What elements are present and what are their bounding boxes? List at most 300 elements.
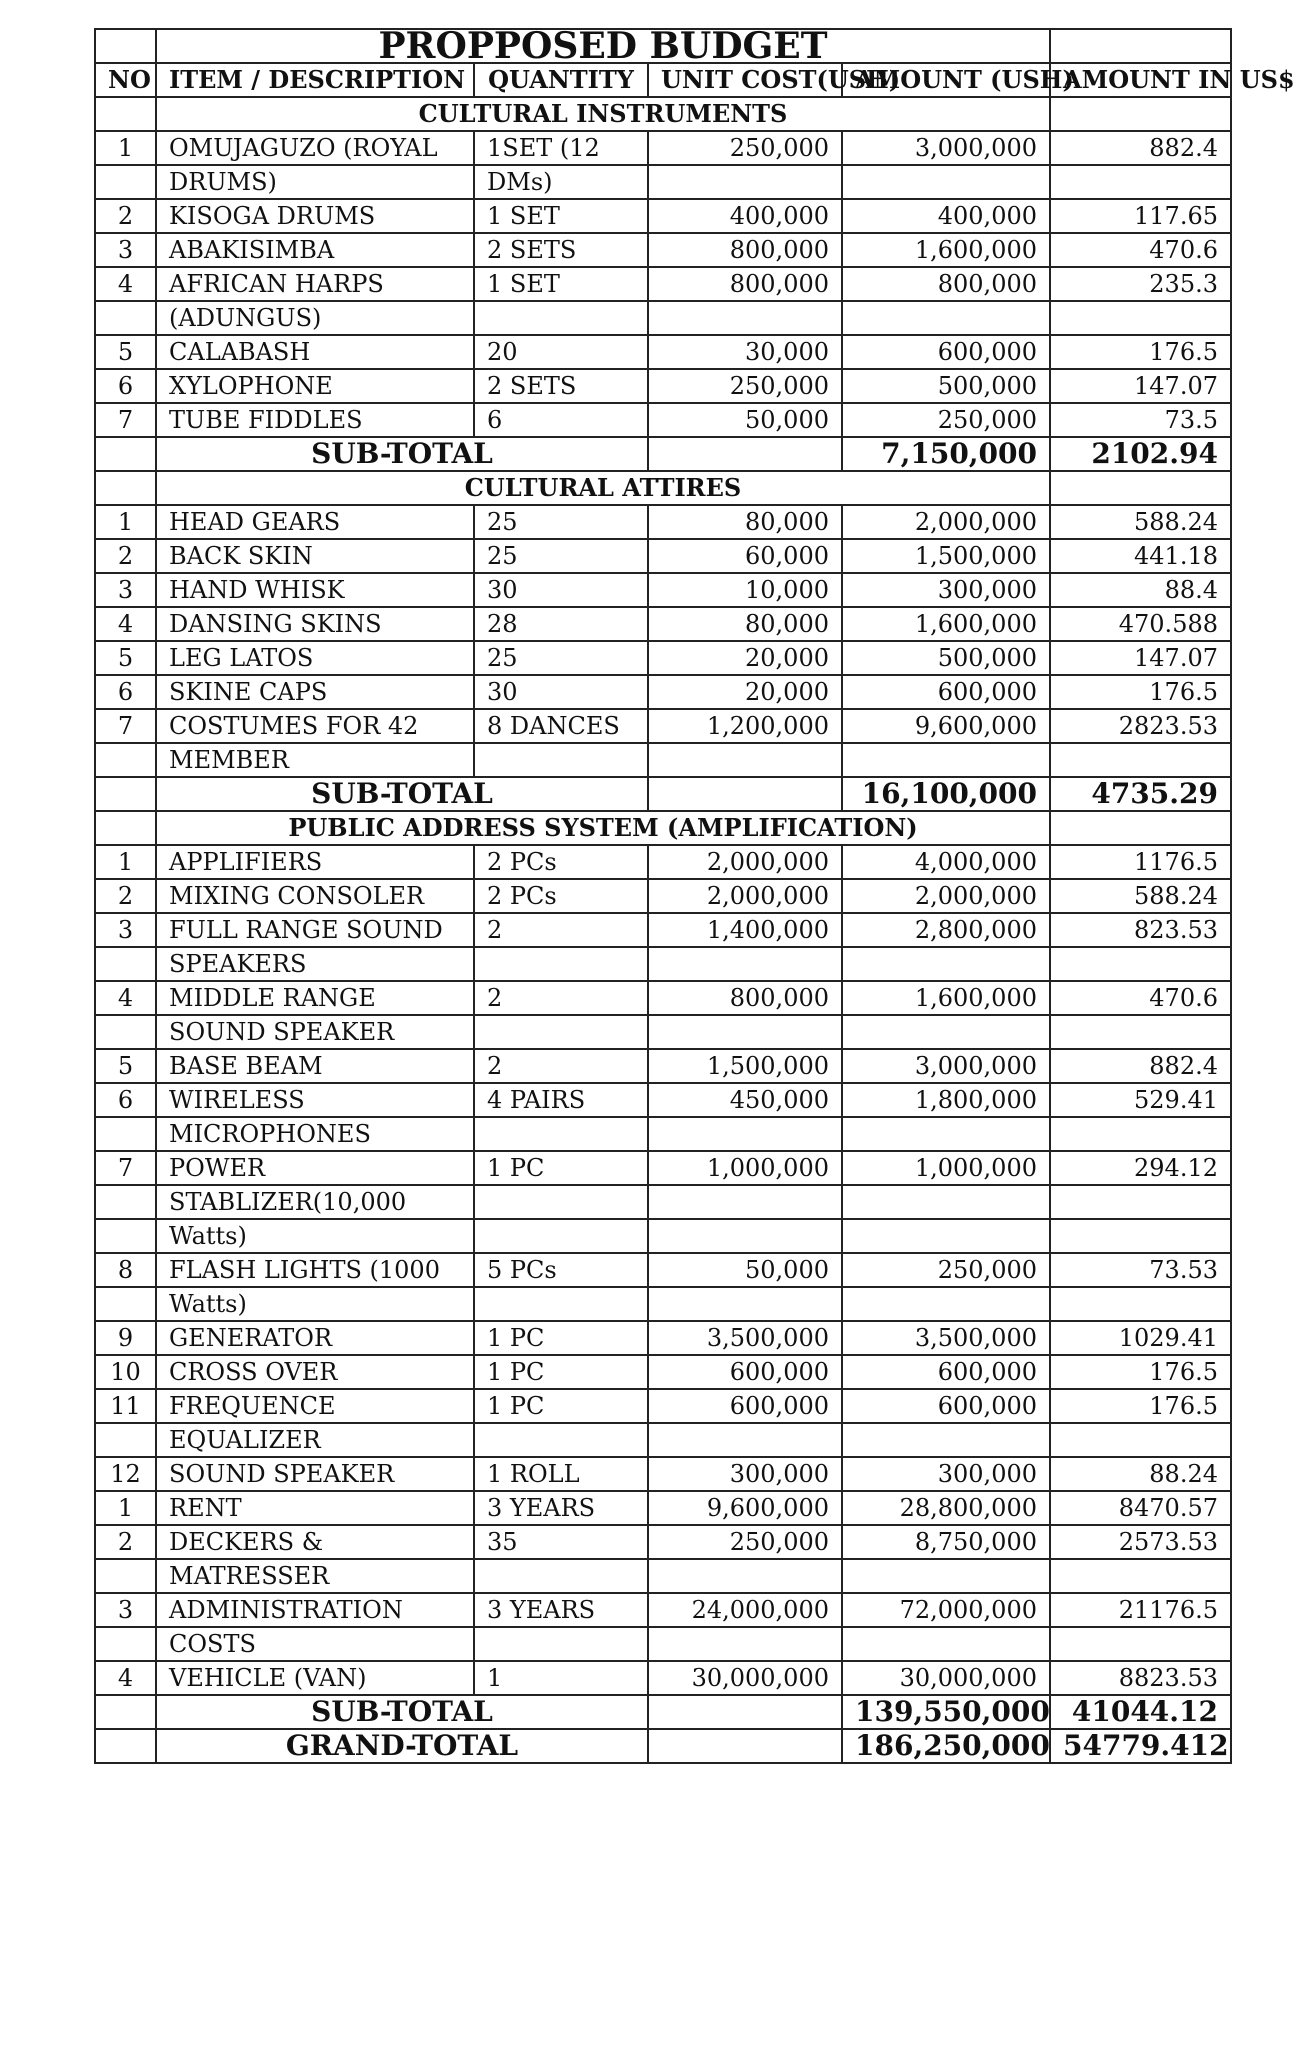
subtotal-blank [95, 777, 156, 811]
amount-usd-cell: 8470.57 [1050, 1491, 1231, 1525]
row-number: 1 [95, 505, 156, 539]
table-row [95, 1117, 1231, 1151]
amount-ush-cell: 2,800,000 [842, 913, 1050, 947]
item-description: Watts) [156, 1287, 474, 1321]
row-number: 3 [95, 233, 156, 267]
amount-ush-cell [842, 1015, 1050, 1049]
row-number: 4 [95, 1661, 156, 1695]
grand-total-blank [95, 1729, 156, 1763]
amount-ush-cell: 1,000,000 [842, 1151, 1050, 1185]
item-description: KISOGA DRUMS [156, 199, 474, 233]
section-blank-cell [1050, 811, 1231, 845]
row-number: 1 [95, 131, 156, 165]
table-row [95, 403, 1231, 437]
amount-usd-cell: 1029.41 [1050, 1321, 1231, 1355]
quantity-cell: 20 [474, 335, 648, 369]
amount-ush-cell: 300,000 [842, 573, 1050, 607]
amount-usd-cell [1050, 947, 1231, 981]
section-blank-cell [1050, 471, 1231, 505]
amount-ush-cell: 3,000,000 [842, 1049, 1050, 1083]
amount-ush-cell: 1,600,000 [842, 981, 1050, 1015]
section-blank-cell [95, 97, 156, 131]
item-description: BACK SKIN [156, 539, 474, 573]
amount-usd-cell [1050, 1423, 1231, 1457]
row-number [95, 1219, 156, 1253]
quantity-cell: 8 DANCES [474, 709, 648, 743]
amount-ush-cell: 600,000 [842, 1389, 1050, 1423]
amount-ush-cell: 28,800,000 [842, 1491, 1050, 1525]
item-description: GENERATOR [156, 1321, 474, 1355]
subtotal-usd: 41044.12 [1050, 1695, 1231, 1729]
quantity-cell: 30 [474, 573, 648, 607]
amount-usd-cell: 88.4 [1050, 573, 1231, 607]
row-number: 4 [95, 981, 156, 1015]
item-description: MEMBER [156, 743, 474, 777]
amount-ush-cell [842, 1627, 1050, 1661]
amount-usd-cell: 147.07 [1050, 369, 1231, 403]
unit-cost-cell: 20,000 [648, 675, 842, 709]
unit-cost-cell: 80,000 [648, 505, 842, 539]
unit-cost-cell [648, 1219, 842, 1253]
item-description: DECKERS & [156, 1525, 474, 1559]
amount-usd-cell [1050, 743, 1231, 777]
item-description: HEAD GEARS [156, 505, 474, 539]
amount-ush-cell: 2,000,000 [842, 505, 1050, 539]
amount-usd-cell: 235.3 [1050, 267, 1231, 301]
amount-ush-cell [842, 165, 1050, 199]
table-row [95, 607, 1231, 641]
amount-ush-cell [842, 1185, 1050, 1219]
amount-ush-cell [842, 301, 1050, 335]
unit-cost-cell [648, 1185, 842, 1219]
amount-usd-cell: 470.588 [1050, 607, 1231, 641]
item-description: (ADUNGUS) [156, 301, 474, 335]
amount-usd-cell: 8823.53 [1050, 1661, 1231, 1695]
table-row [95, 913, 1231, 947]
quantity-cell: 25 [474, 505, 648, 539]
table-row [95, 709, 1231, 743]
quantity-cell: 25 [474, 539, 648, 573]
quantity-cell: 2 PCs [474, 879, 648, 913]
row-number: 2 [95, 1525, 156, 1559]
row-number: 5 [95, 641, 156, 675]
unit-cost-cell: 250,000 [648, 369, 842, 403]
item-description: SPEAKERS [156, 947, 474, 981]
item-description: APPLIFIERS [156, 845, 474, 879]
amount-usd-cell: 2823.53 [1050, 709, 1231, 743]
amount-usd-cell: 882.4 [1050, 131, 1231, 165]
item-description: EQUALIZER [156, 1423, 474, 1457]
table-row [95, 1287, 1231, 1321]
amount-usd-cell [1050, 1185, 1231, 1219]
amount-usd-cell [1050, 1219, 1231, 1253]
amount-usd-cell [1050, 1559, 1231, 1593]
grand-total-blank [648, 1729, 842, 1763]
item-description: MIXING CONSOLER [156, 879, 474, 913]
unit-cost-cell: 1,200,000 [648, 709, 842, 743]
item-description: WIRELESS [156, 1083, 474, 1117]
quantity-cell: 1 PC [474, 1389, 648, 1423]
amount-ush-cell: 2,000,000 [842, 879, 1050, 913]
section-title: PUBLIC ADDRESS SYSTEM (AMPLIFICATION) [156, 811, 1050, 845]
quantity-cell: 3 YEARS [474, 1491, 648, 1525]
amount-usd-cell [1050, 1287, 1231, 1321]
quantity-cell: 6 [474, 403, 648, 437]
amount-usd-cell: 470.6 [1050, 233, 1231, 267]
quantity-cell: 35 [474, 1525, 648, 1559]
amount-ush-cell: 250,000 [842, 1253, 1050, 1287]
item-description: CALABASH [156, 335, 474, 369]
unit-cost-cell: 20,000 [648, 641, 842, 675]
subtotal-row [95, 437, 1231, 471]
section-title-row [95, 811, 1231, 845]
section-title: CULTURAL ATTIRES [156, 471, 1050, 505]
unit-cost-cell [648, 1423, 842, 1457]
amount-ush-cell: 1,800,000 [842, 1083, 1050, 1117]
item-description: STABLIZER(10,000 [156, 1185, 474, 1219]
row-number: 6 [95, 675, 156, 709]
item-description: ABAKISIMBA [156, 233, 474, 267]
amount-ush-cell: 250,000 [842, 403, 1050, 437]
item-description: FLASH LIGHTS (1000 [156, 1253, 474, 1287]
item-description: DRUMS) [156, 165, 474, 199]
amount-usd-cell [1050, 1015, 1231, 1049]
unit-cost-cell: 800,000 [648, 981, 842, 1015]
table-row [95, 1491, 1231, 1525]
header-no: NO [95, 63, 156, 97]
item-description: AFRICAN HARPS [156, 267, 474, 301]
quantity-cell: 1 ROLL [474, 1457, 648, 1491]
unit-cost-cell: 1,400,000 [648, 913, 842, 947]
table-row [95, 947, 1231, 981]
subtotal-blank [648, 437, 842, 471]
table-row [95, 1253, 1231, 1287]
amount-ush-cell: 1,600,000 [842, 233, 1050, 267]
row-number: 4 [95, 267, 156, 301]
quantity-cell [474, 301, 648, 335]
unit-cost-cell: 600,000 [648, 1355, 842, 1389]
quantity-cell: 28 [474, 607, 648, 641]
row-number [95, 165, 156, 199]
unit-cost-cell [648, 743, 842, 777]
quantity-cell [474, 1627, 648, 1661]
table-row [95, 1627, 1231, 1661]
quantity-cell: 30 [474, 675, 648, 709]
amount-usd-cell: 588.24 [1050, 505, 1231, 539]
quantity-cell [474, 1287, 648, 1321]
quantity-cell [474, 1219, 648, 1253]
row-number: 10 [95, 1355, 156, 1389]
amount-ush-cell: 600,000 [842, 1355, 1050, 1389]
item-description: Watts) [156, 1219, 474, 1253]
amount-ush-cell [842, 1423, 1050, 1457]
table-row [95, 267, 1231, 301]
table-row [95, 1457, 1231, 1491]
unit-cost-cell: 2,000,000 [648, 845, 842, 879]
unit-cost-cell: 80,000 [648, 607, 842, 641]
subtotal-row [95, 777, 1231, 811]
quantity-cell: 2 PCs [474, 845, 648, 879]
amount-ush-cell: 500,000 [842, 369, 1050, 403]
unit-cost-cell [648, 301, 842, 335]
item-description: SOUND SPEAKER [156, 1015, 474, 1049]
amount-usd-cell: 2573.53 [1050, 1525, 1231, 1559]
unit-cost-cell [648, 1627, 842, 1661]
unit-cost-cell: 24,000,000 [648, 1593, 842, 1627]
amount-ush-cell [842, 947, 1050, 981]
row-number: 9 [95, 1321, 156, 1355]
item-description: FREQUENCE [156, 1389, 474, 1423]
table-row [95, 539, 1231, 573]
quantity-cell [474, 743, 648, 777]
quantity-cell: 2 SETS [474, 369, 648, 403]
header-quantity: QUANTITY [474, 63, 648, 97]
quantity-cell [474, 947, 648, 981]
amount-ush-cell: 1,600,000 [842, 607, 1050, 641]
item-description: BASE BEAM [156, 1049, 474, 1083]
item-description: POWER [156, 1151, 474, 1185]
unit-cost-cell [648, 1015, 842, 1049]
amount-ush-cell [842, 1117, 1050, 1151]
item-description: MATRESSER [156, 1559, 474, 1593]
subtotal-row [95, 1695, 1231, 1729]
unit-cost-cell [648, 1559, 842, 1593]
section-blank-cell [95, 811, 156, 845]
unit-cost-cell [648, 1117, 842, 1151]
header-unit-cost: UNIT COST(USH) [648, 63, 842, 97]
row-number: 2 [95, 879, 156, 913]
quantity-cell [474, 1117, 648, 1151]
item-description: RENT [156, 1491, 474, 1525]
table-row [95, 1593, 1231, 1627]
unit-cost-cell: 800,000 [648, 267, 842, 301]
item-description: COSTUMES FOR 42 [156, 709, 474, 743]
amount-ush-cell: 4,000,000 [842, 845, 1050, 879]
row-number [95, 301, 156, 335]
quantity-cell [474, 1559, 648, 1593]
amount-ush-cell: 500,000 [842, 641, 1050, 675]
amount-ush-cell [842, 1219, 1050, 1253]
quantity-cell: 1 [474, 1661, 648, 1695]
table-row [95, 199, 1231, 233]
amount-ush-cell: 800,000 [842, 267, 1050, 301]
table-row [95, 301, 1231, 335]
table-row [95, 981, 1231, 1015]
amount-usd-cell: 588.24 [1050, 879, 1231, 913]
unit-cost-cell: 50,000 [648, 403, 842, 437]
header-amount-usd: AMOUNT IN US$ [1050, 63, 1231, 97]
row-number: 2 [95, 539, 156, 573]
row-number: 5 [95, 1049, 156, 1083]
amount-usd-cell [1050, 301, 1231, 335]
unit-cost-cell: 3,500,000 [648, 1321, 842, 1355]
table-row [95, 675, 1231, 709]
table-row [95, 845, 1231, 879]
amount-usd-cell: 73.53 [1050, 1253, 1231, 1287]
row-number: 12 [95, 1457, 156, 1491]
subtotal-usd: 2102.94 [1050, 437, 1231, 471]
row-number: 3 [95, 1593, 156, 1627]
quantity-cell: 2 [474, 1049, 648, 1083]
quantity-cell: 1 PC [474, 1355, 648, 1389]
table-row [95, 1525, 1231, 1559]
quantity-cell: 1SET (12 [474, 131, 648, 165]
page-title: PROPPOSED BUDGET [156, 29, 1050, 63]
row-number: 4 [95, 607, 156, 641]
subtotal-label: SUB-TOTAL [156, 1695, 648, 1729]
table-row [95, 1083, 1231, 1117]
quantity-cell: 3 YEARS [474, 1593, 648, 1627]
amount-ush-cell: 300,000 [842, 1457, 1050, 1491]
quantity-cell: DMs) [474, 165, 648, 199]
table-row [95, 641, 1231, 675]
table-row [95, 335, 1231, 369]
unit-cost-cell: 2,000,000 [648, 879, 842, 913]
row-number: 1 [95, 845, 156, 879]
unit-cost-cell: 250,000 [648, 131, 842, 165]
amount-ush-cell: 1,500,000 [842, 539, 1050, 573]
unit-cost-cell: 10,000 [648, 573, 842, 607]
unit-cost-cell: 1,500,000 [648, 1049, 842, 1083]
quantity-cell: 25 [474, 641, 648, 675]
subtotal-blank [95, 437, 156, 471]
amount-ush-cell: 3,000,000 [842, 131, 1050, 165]
subtotal-usd: 4735.29 [1050, 777, 1231, 811]
header-row [95, 63, 1231, 97]
quantity-cell: 2 [474, 913, 648, 947]
table-row [95, 879, 1231, 913]
subtotal-label: SUB-TOTAL [156, 777, 648, 811]
item-description: HAND WHISK [156, 573, 474, 607]
amount-usd-cell [1050, 1117, 1231, 1151]
amount-ush-cell: 600,000 [842, 335, 1050, 369]
title-blank-cell [1050, 29, 1231, 63]
row-number: 3 [95, 573, 156, 607]
amount-usd-cell: 117.65 [1050, 199, 1231, 233]
grand-total-usd: 54779.412 [1050, 1729, 1231, 1763]
amount-usd-cell: 294.12 [1050, 1151, 1231, 1185]
quantity-cell: 5 PCs [474, 1253, 648, 1287]
table-row [95, 1151, 1231, 1185]
amount-usd-cell: 529.41 [1050, 1083, 1231, 1117]
quantity-cell: 4 PAIRS [474, 1083, 648, 1117]
item-description: ADMINISTRATION [156, 1593, 474, 1627]
amount-usd-cell: 176.5 [1050, 1355, 1231, 1389]
quantity-cell [474, 1423, 648, 1457]
unit-cost-cell: 400,000 [648, 199, 842, 233]
row-number: 2 [95, 199, 156, 233]
unit-cost-cell: 800,000 [648, 233, 842, 267]
row-number [95, 947, 156, 981]
unit-cost-cell: 30,000 [648, 335, 842, 369]
amount-usd-cell: 882.4 [1050, 1049, 1231, 1083]
section-cultural-attires [95, 471, 1231, 811]
grand-total-row [95, 1729, 1231, 1763]
subtotal-ush: 16,100,000 [842, 777, 1050, 811]
item-description: SKINE CAPS [156, 675, 474, 709]
subtotal-ush: 139,550,000 [842, 1695, 1050, 1729]
row-number [95, 1627, 156, 1661]
row-number: 7 [95, 403, 156, 437]
row-number [95, 1117, 156, 1151]
item-description: DANSING SKINS [156, 607, 474, 641]
section-blank-cell [1050, 97, 1231, 131]
header-amount-ush: AMOUNT (USH) [842, 63, 1050, 97]
section-title-row [95, 471, 1231, 505]
amount-ush-cell: 72,000,000 [842, 1593, 1050, 1627]
quantity-cell: 1 SET [474, 199, 648, 233]
amount-ush-cell: 30,000,000 [842, 1661, 1050, 1695]
amount-ush-cell: 400,000 [842, 199, 1050, 233]
subtotal-blank [648, 777, 842, 811]
table-row [95, 233, 1231, 267]
unit-cost-cell: 1,000,000 [648, 1151, 842, 1185]
amount-usd-cell: 470.6 [1050, 981, 1231, 1015]
amount-usd-cell: 1176.5 [1050, 845, 1231, 879]
quantity-cell: 2 SETS [474, 233, 648, 267]
amount-usd-cell: 147.07 [1050, 641, 1231, 675]
section-title-row [95, 97, 1231, 131]
table-row [95, 1423, 1231, 1457]
item-description: COSTS [156, 1627, 474, 1661]
amount-ush-cell: 9,600,000 [842, 709, 1050, 743]
amount-ush-cell: 3,500,000 [842, 1321, 1050, 1355]
table-row [95, 1389, 1231, 1423]
row-number: 6 [95, 369, 156, 403]
table-row [95, 369, 1231, 403]
row-number: 3 [95, 913, 156, 947]
item-description: CROSS OVER [156, 1355, 474, 1389]
unit-cost-cell: 600,000 [648, 1389, 842, 1423]
quantity-cell: 1 SET [474, 267, 648, 301]
row-number [95, 743, 156, 777]
row-number: 1 [95, 1491, 156, 1525]
budget-table [94, 25, 1295, 1764]
table-row [95, 165, 1231, 199]
amount-ush-cell: 600,000 [842, 675, 1050, 709]
amount-usd-cell: 88.24 [1050, 1457, 1231, 1491]
amount-usd-cell: 176.5 [1050, 675, 1231, 709]
row-number: 11 [95, 1389, 156, 1423]
title-blank-cell [95, 29, 156, 63]
quantity-cell: 2 [474, 981, 648, 1015]
grand-total-ush: 186,250,000 [842, 1729, 1050, 1763]
unit-cost-cell: 300,000 [648, 1457, 842, 1491]
table-row [95, 573, 1231, 607]
table-row [95, 505, 1231, 539]
amount-usd-cell [1050, 165, 1231, 199]
table-row [95, 1321, 1231, 1355]
unit-cost-cell: 250,000 [648, 1525, 842, 1559]
table-row [95, 1559, 1231, 1593]
item-description: MIDDLE RANGE [156, 981, 474, 1015]
row-number: 7 [95, 709, 156, 743]
row-number: 6 [95, 1083, 156, 1117]
table-row [95, 1355, 1231, 1389]
amount-usd-cell: 73.5 [1050, 403, 1231, 437]
quantity-cell [474, 1185, 648, 1219]
amount-usd-cell: 176.5 [1050, 335, 1231, 369]
section-title: CULTURAL INSTRUMENTS [156, 97, 1050, 131]
amount-usd-cell [1050, 1627, 1231, 1661]
section-cultural-instruments [95, 97, 1231, 471]
unit-cost-cell [648, 947, 842, 981]
item-description: OMUJAGUZO (ROYAL [156, 131, 474, 165]
table-row [95, 1015, 1231, 1049]
subtotal-blank [95, 1695, 156, 1729]
header-item: ITEM / DESCRIPTION [156, 63, 474, 97]
item-description: FULL RANGE SOUND [156, 913, 474, 947]
